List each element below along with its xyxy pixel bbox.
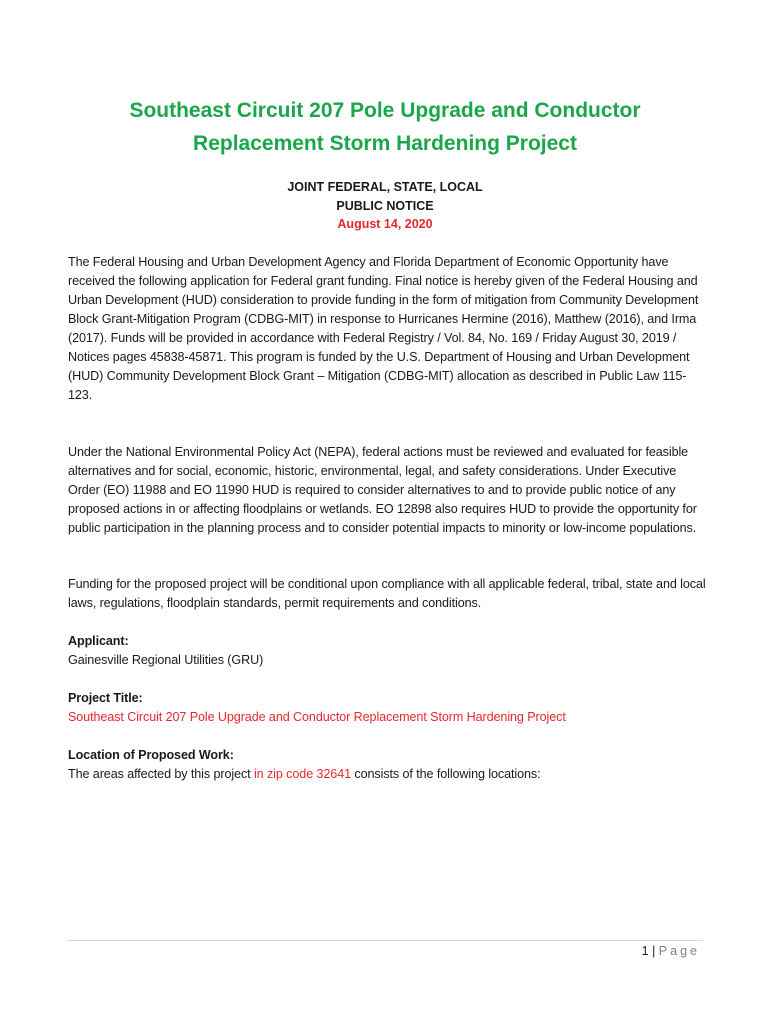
applicant-value: Gainesville Regional Utilities (GRU) — [68, 653, 264, 667]
notice-line-2: PUBLIC NOTICE — [336, 198, 434, 213]
project-title-label: Project Title: — [68, 691, 143, 705]
paragraph-nepa: Under the National Environmental Policy Act (NEPA), federal actions must be reviewed and evaluated for feasible alternatives and for social, economic, historic, environmental, legal, and safety considerations. Under Executive Order (EO) 11988 and EO 11990 HUD is required to consider alternatives to and to provide public notice of any proposed actions in or affecting floodplains or wetlands. EO 12898 also requires HUD to provide the opportunity for public participation in the planning process and to consider potential impacts to minority or low-income populations. — [68, 445, 697, 535]
location-text-before: The areas affected by this project — [68, 767, 254, 781]
location-text-after: consists of the following locations: — [351, 767, 541, 781]
location-text — [68, 765, 708, 784]
document-title — [60, 94, 710, 160]
location-zip-highlight: in zip code 32641 — [253, 767, 352, 781]
paragraph-funding: The Federal Housing and Urban Development Agency and Florida Department of Economic Opportunity have received the following application for Federal grant funding. Final notice is hereby given of the Federal Housing and Urban Development (HUD) consideration to provide funding in the form of mitigation from Community Development Block Grant-Mitigation Program (CDBG-MIT) in response to Hurricanes Hermine (2016), Matthew (2016), and Irma (2017). Funds will be provided in accordance with Federal Registry / Vol. 84, No. 169 / Friday August 30, 2019 / Notices pages 45838-45871. This program is funded by the U.S. Department of Housing and Urban Development (HUD) Community Development Block Grant – Mitigation (CDBG-MIT) allocation as described in Public Law 115-123. — [68, 255, 699, 402]
location-label: Location of Proposed Work: — [68, 748, 234, 762]
project-title-value: Southeast Circuit 207 Pole Upgrade and Conductor Replacement Storm Hardening Project — [68, 710, 566, 724]
project-title-section — [68, 689, 708, 727]
page-footer — [642, 944, 700, 958]
notice-line-1: JOINT FEDERAL, STATE, LOCAL — [287, 180, 483, 194]
title-line-2: Replacement Storm Hardening Project — [193, 132, 577, 155]
location-section — [68, 746, 708, 784]
page-word: Page — [658, 944, 700, 958]
applicant-section — [68, 632, 708, 670]
notice-header — [60, 178, 710, 234]
page-separator: | — [648, 944, 659, 958]
footer-divider — [67, 940, 703, 941]
paragraph-conditions: Funding for the proposed project will be conditional upon compliance with all applicable federal, tribal, state and local laws, regulations, floodplain standards, permit requirements and conditions. — [68, 577, 706, 610]
page-number: 1 — [641, 944, 649, 958]
notice-date: August 14, 2020 — [337, 217, 433, 231]
applicant-label: Applicant: — [68, 634, 129, 648]
title-line-1: Southeast Circuit 207 Pole Upgrade and Conductor — [129, 99, 641, 122]
